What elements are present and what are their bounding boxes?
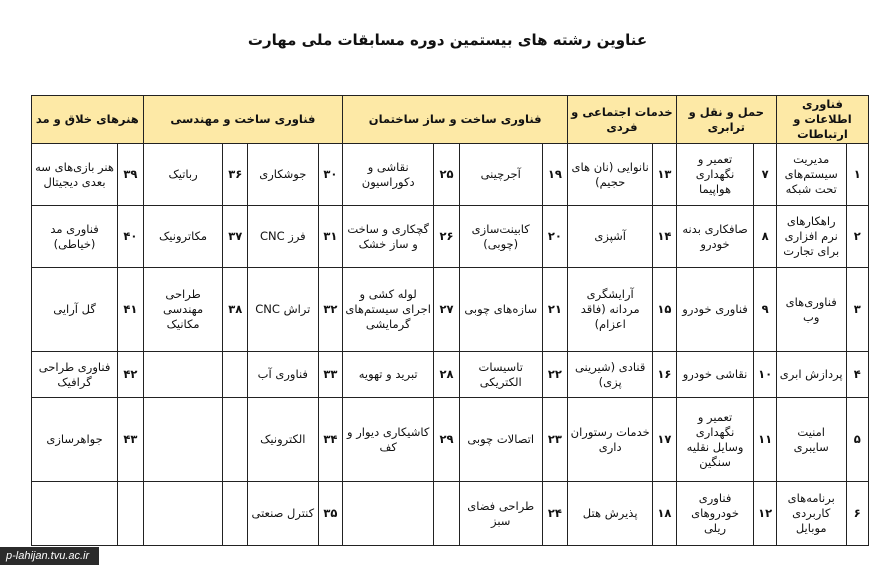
row-number-cell: ۳۶ — [223, 144, 248, 206]
table-row — [32, 398, 869, 482]
header-cell: حمل و نقل و ترابری — [676, 96, 776, 144]
skill-name-cell: فناوری‌های وب — [776, 268, 846, 352]
skill-name-cell: امنیت سایبری — [776, 398, 846, 482]
row-number-cell: ۲۳ — [542, 398, 568, 482]
row-number-cell: ۱۳ — [653, 144, 677, 206]
row-number-cell: ۲۸ — [434, 352, 460, 398]
row-number-cell: ۱۹ — [542, 144, 568, 206]
skill-name-cell: رباتیک — [143, 144, 223, 206]
skill-name-cell: کنترل صنعتی — [248, 482, 319, 546]
row-number-cell: ۴ — [846, 352, 869, 398]
skill-name-cell: کابینت‌سازی (چوبی) — [459, 206, 542, 268]
row-number-cell: ۲۰ — [542, 206, 568, 268]
skill-name-cell: خدمات رستوران داری — [568, 398, 653, 482]
row-number-cell: ۴۲ — [118, 352, 144, 398]
row-number-cell: ۲۲ — [542, 352, 568, 398]
table-row — [32, 144, 869, 206]
row-number-cell — [223, 352, 248, 398]
row-number-cell — [118, 482, 144, 546]
row-number-cell: ۱۸ — [653, 482, 677, 546]
row-number-cell: ۳۰ — [318, 144, 343, 206]
row-number-cell: ۳۴ — [318, 398, 343, 482]
table-row — [32, 206, 869, 268]
row-number-cell: ۳۲ — [318, 268, 343, 352]
skill-name-cell: الکترونیک — [248, 398, 319, 482]
skill-name-cell: گچکاری و ساخت و ساز خشک — [343, 206, 434, 268]
skill-name-cell: اتصالات چوبی — [459, 398, 542, 482]
row-number-cell: ۴۱ — [118, 268, 144, 352]
row-number-cell: ۱۱ — [754, 398, 777, 482]
header-row — [32, 96, 869, 144]
row-number-cell: ۱ — [846, 144, 869, 206]
skill-name-cell: جوشکاری — [248, 144, 319, 206]
skill-name-cell: برنامه‌های کاربردی موبایل — [776, 482, 846, 546]
skill-name-cell: راهکارهای نرم افزاری برای تجارت — [776, 206, 846, 268]
skill-name-cell: فناوری خودروهای ریلی — [676, 482, 754, 546]
skill-name-cell: آشپزی — [568, 206, 653, 268]
row-number-cell: ۲۹ — [434, 398, 460, 482]
row-number-cell: ۷ — [754, 144, 777, 206]
skill-name-cell: تعمیر و نگهداری هواپیما — [676, 144, 754, 206]
row-number-cell: ۱۲ — [754, 482, 777, 546]
skill-name-cell: کاشیکاری دیوار و کف — [343, 398, 434, 482]
skill-name-cell: فناوری خودرو — [676, 268, 754, 352]
skill-name-cell: فناوری طراحی گرافیک — [32, 352, 118, 398]
row-number-cell: ۲۱ — [542, 268, 568, 352]
table-row — [32, 268, 869, 352]
skill-name-cell: آرایشگری مردانه (فاقد اعزام) — [568, 268, 653, 352]
skill-name-cell: تاسیسات الکتریکی — [459, 352, 542, 398]
header-cell: هنرهای خلاق و مد — [32, 96, 144, 144]
row-number-cell: ۱۴ — [653, 206, 677, 268]
header-cell: فناوری ساخت و مهندسی — [143, 96, 343, 144]
row-number-cell: ۳۵ — [318, 482, 343, 546]
skill-name-cell: سازه‌های چوبی — [459, 268, 542, 352]
page-title: عناوین رشته های بیستمین دوره مسابقات ملی مهارت — [247, 31, 648, 49]
table-row — [32, 482, 869, 546]
skill-name-cell: گل آرایی — [32, 268, 118, 352]
skill-name-cell: پذیرش هتل — [568, 482, 653, 546]
row-number-cell: ۱۷ — [653, 398, 677, 482]
skill-name-cell: صافکاری بدنه خودرو — [676, 206, 754, 268]
row-number-cell: ۶ — [846, 482, 869, 546]
row-number-cell: ۱۶ — [653, 352, 677, 398]
skill-name-cell: فناوری آب — [248, 352, 319, 398]
row-number-cell: ۴۳ — [118, 398, 144, 482]
header-cell: فناوری اطلاعات و ارتباطات — [776, 96, 868, 144]
header-cell: خدمات اجتماعی و فردی — [568, 96, 676, 144]
header-cell: فناوری ساخت و ساز ساختمان — [343, 96, 568, 144]
row-number-cell: ۳ — [846, 268, 869, 352]
row-number-cell: ۲ — [846, 206, 869, 268]
row-number-cell: ۲۴ — [542, 482, 568, 546]
row-number-cell: ۲۵ — [434, 144, 460, 206]
skills-table — [31, 95, 869, 546]
row-number-cell: ۳۳ — [318, 352, 343, 398]
skill-name-cell — [343, 482, 434, 546]
row-number-cell: ۳۸ — [223, 268, 248, 352]
skill-name-cell: نقاشی خودرو — [676, 352, 754, 398]
row-number-cell: ۸ — [754, 206, 777, 268]
skill-name-cell: تبرید و تهویه — [343, 352, 434, 398]
skill-name-cell: طراحی مهندسی مکانیک — [143, 268, 223, 352]
skill-name-cell — [143, 482, 223, 546]
skill-name-cell: فناوری مد (خیاطی) — [32, 206, 118, 268]
site-watermark: p-lahijan.tvu.ac.ir — [0, 547, 99, 565]
skill-name-cell — [143, 352, 223, 398]
skill-name-cell — [143, 398, 223, 482]
row-number-cell: ۳۱ — [318, 206, 343, 268]
row-number-cell: ۳۷ — [223, 206, 248, 268]
row-number-cell — [223, 398, 248, 482]
skill-name-cell: مدیریت سیستم‌های تحت شبکه — [776, 144, 846, 206]
row-number-cell: ۲۶ — [434, 206, 460, 268]
skill-name-cell — [32, 482, 118, 546]
skill-name-cell: هنر بازی‌های سه بعدی دیجیتال — [32, 144, 118, 206]
row-number-cell: ۴۰ — [118, 206, 144, 268]
skill-name-cell: پردازش ابری — [776, 352, 846, 398]
skill-name-cell: فرز CNC — [248, 206, 319, 268]
row-number-cell: ۵ — [846, 398, 869, 482]
skill-name-cell: تعمیر و نگهداری وسایل نقلیه سنگین — [676, 398, 754, 482]
skill-name-cell: قنادی (شیرینی پزی) — [568, 352, 653, 398]
row-number-cell: ۹ — [754, 268, 777, 352]
skill-name-cell: نانوایی (نان های حجیم) — [568, 144, 653, 206]
skill-name-cell: تراش CNC — [248, 268, 319, 352]
table-row — [32, 352, 869, 398]
skill-name-cell: آجرچینی — [459, 144, 542, 206]
skill-name-cell: جواهرسازی — [32, 398, 118, 482]
row-number-cell: ۱۰ — [754, 352, 777, 398]
row-number-cell — [434, 482, 460, 546]
skill-name-cell: مکاترونیک — [143, 206, 223, 268]
skill-name-cell: نقاشی و دکوراسیون — [343, 144, 434, 206]
row-number-cell: ۱۵ — [653, 268, 677, 352]
row-number-cell — [223, 482, 248, 546]
skill-name-cell: لوله کشی و اجرای سیستم‌های گرمایشی — [343, 268, 434, 352]
row-number-cell: ۲۷ — [434, 268, 460, 352]
skill-name-cell: طراحی فضای سبز — [459, 482, 542, 546]
row-number-cell: ۳۹ — [118, 144, 144, 206]
